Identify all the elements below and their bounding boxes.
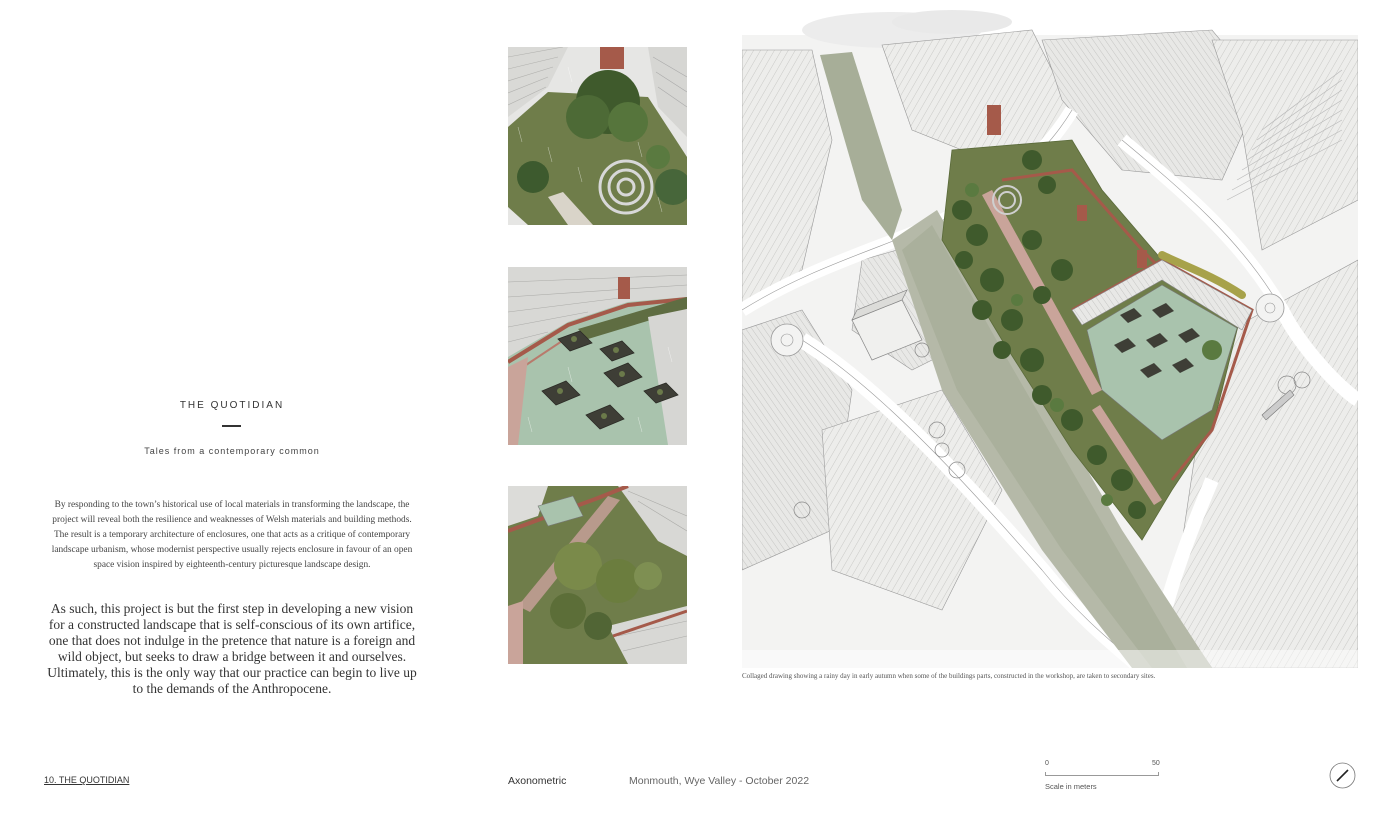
scale-max-label: 50 [1152, 760, 1160, 767]
axonometric-site-drawing [742, 10, 1358, 668]
conclusion-paragraph: As such, this project is but the first step in developing a new vision for a constructed landscape that is self-conscious of its own artifice, one that does not indulge in the pretence that nature is a foreign and wild object, but seeks to draw a bridge between it and ourselves. Ultimately, this is the only way that our practice can begin to live up to the demands of the Anthropocene. [47, 601, 417, 696]
intro-paragraph: By responding to the town’s historical use of local materials in transforming the landscape, the project will reveal both the resilience and weaknesses of Welsh materials and building methods. The result is a temporary architecture of enclosures, one that acts as a critique of contemporary landscape urbanism, whose modernist perspective usually rejects enclosure in favour of an open space vision inspired by eighteenth-century picturesque landscape design. [51, 500, 413, 570]
page-title: THE QUOTIDIAN [179, 400, 285, 411]
title-divider [222, 425, 241, 427]
page-subtitle: Tales from a contemporary common [144, 446, 320, 456]
figure-caption: Collaged drawing showing a rainy day in early autumn when some of the buildings parts, constructed in the workshop, are taken to secondary sites. [742, 672, 1156, 680]
scale-unit-label: Scale in meters [1045, 782, 1097, 791]
drawing-type-label: Axonometric [508, 775, 567, 787]
detail-image-pool [508, 267, 687, 445]
north-arrow-icon [1329, 762, 1356, 789]
location-date-label: Monmouth, Wye Valley - October 2022 [629, 775, 810, 787]
chapter-link[interactable]: 10. THE QUOTIDIAN [44, 775, 130, 785]
detail-image-orchard [508, 486, 687, 664]
scale-bar [1045, 772, 1159, 776]
detail-image-pavilion [508, 47, 687, 225]
scale-min-label: 0 [1045, 760, 1049, 767]
